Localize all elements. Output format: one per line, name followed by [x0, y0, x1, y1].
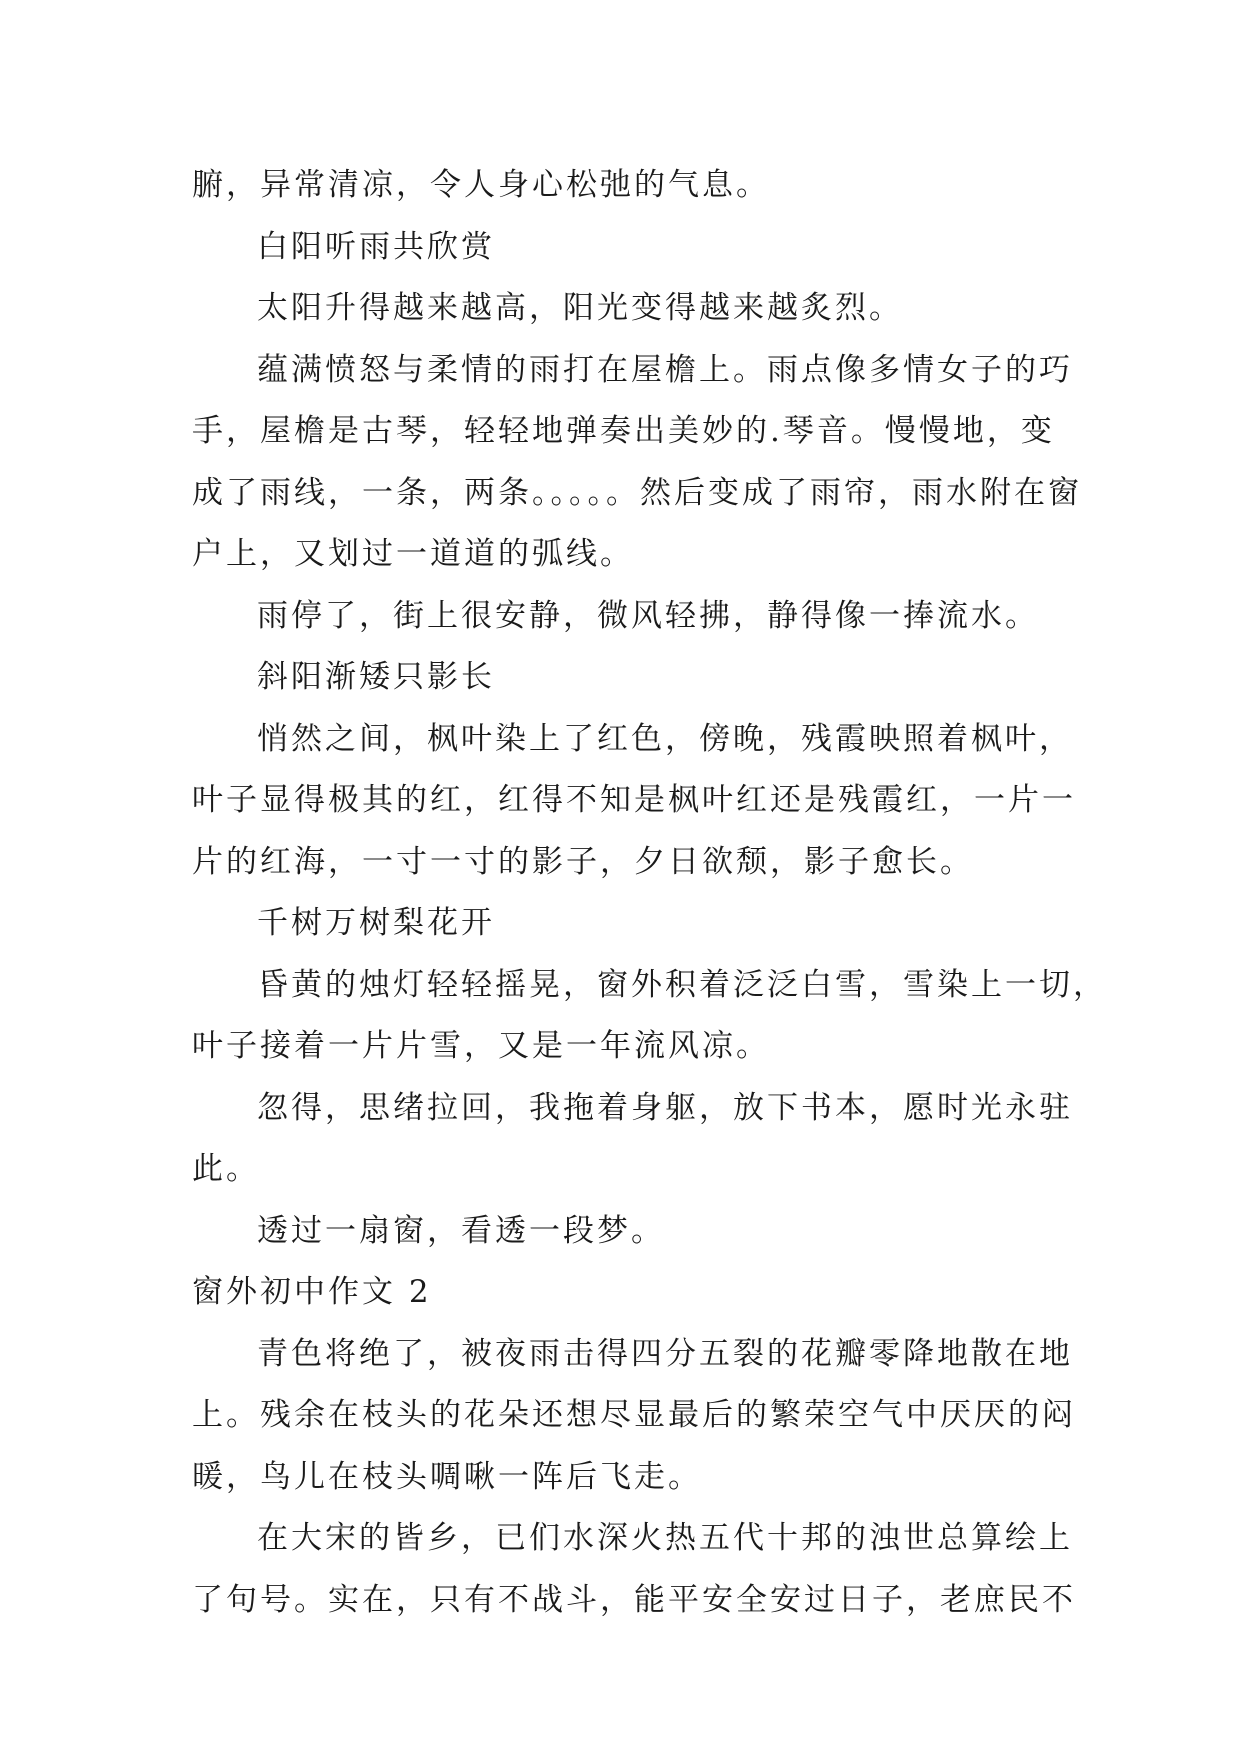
paragraph	[192, 278, 1062, 340]
essay-title	[192, 1262, 1062, 1324]
text-line: 暖，鸟儿在枝头啁啾一阵后飞走。	[192, 1458, 702, 1495]
text-line: 手，屋檐是古琴，轻轻地弹奏出美妙的.琴音。慢慢地，变	[192, 413, 1055, 449]
paragraph	[192, 155, 1062, 217]
text-line: 千树万树梨花开	[257, 905, 495, 941]
text-line: 斜阳渐矮只影长	[257, 659, 495, 695]
text-line: 雨停了，街上很安静，微风轻拂，静得像一捧流水。	[257, 597, 1039, 634]
text-line: 叶子接着一片片雪，又是一年流风凉。	[192, 1028, 770, 1064]
text-line: 昏黄的烛灯轻轻摇晃，窗外积着泛泛白雪，雪染上一切，	[257, 966, 1107, 1003]
paragraph	[192, 1324, 1076, 1509]
text-line: 太阳升得越来越高，阳光变得越来越炙烈。	[257, 290, 903, 326]
text-line: 片的红海，一寸一寸的影子，夕日欲颓，影子愈长。	[192, 843, 974, 880]
text-line: 了句号。实在，只有不战斗，能平安全安过日子，老庶民不	[192, 1581, 1076, 1618]
paragraph	[192, 586, 1062, 648]
text-line: 户上，又划过一道道的弧线。	[192, 536, 634, 572]
text-line: 透过一扇窗，看透一段梦。	[257, 1212, 665, 1249]
paragraph	[192, 1201, 1062, 1263]
text-line: 在大宋的皆乡，已们水深火热五代十邦的浊世总算绘上	[257, 1520, 1073, 1556]
paragraph	[192, 1078, 1073, 1201]
text-line: 腑，异常清凉，令人身心松弛的气息。	[192, 167, 770, 203]
paragraph	[192, 1508, 1076, 1631]
text-line: 青色将绝了，被夜雨击得四分五裂的花瓣零降地散在地	[257, 1335, 1073, 1372]
section-subtitle	[192, 647, 1062, 709]
paragraph	[192, 340, 1082, 586]
text-line: 叶子显得极其的红，红得不知是枫叶红还是残霞红，一片一	[192, 782, 1076, 818]
paragraph	[192, 709, 1076, 894]
text-line: 成了雨线，一条，两条。。。。。然后变成了雨帘，雨水附在窗	[192, 474, 1082, 511]
text-line: 上。残余在枝头的花朵还想尽显最后的繁荣空气中厌厌的闷	[192, 1397, 1076, 1433]
text-line: 忽得，思绪拉回，我拖着身躯，放下书本，愿时光永驻	[257, 1089, 1073, 1126]
text-line: 悄然之间，枫叶染上了红色，傍晚，残霞映照着枫叶，	[257, 720, 1073, 757]
section-subtitle	[192, 893, 1062, 955]
text-line: 白阳听雨共欣赏	[257, 228, 495, 265]
text-line: 此。	[192, 1151, 260, 1187]
text-line: 蕴满愤怒与柔情的雨打在屋檐上。雨点像多情女子的巧	[257, 351, 1073, 388]
text-line: 窗外初中作文 2	[192, 1274, 432, 1310]
section-subtitle	[192, 217, 1062, 279]
paragraph	[192, 955, 1107, 1078]
document-body	[192, 155, 1107, 1631]
